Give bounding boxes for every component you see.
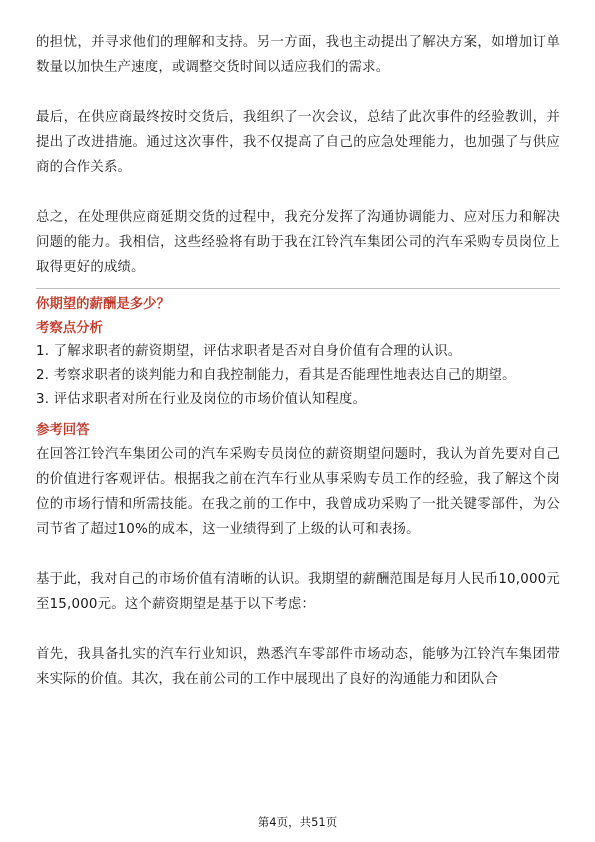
intro-paragraph-1: 的担忧，并寻求他们的理解和支持。另一方面，我也主动提出了解决方案，如增加订单数量以加快生产速度，或调整交货时间以适应我们的需求。 (36, 35, 560, 75)
paragraph-spacer (36, 180, 560, 205)
intro-paragraph-3: 总之，在处理供应商延期交货的过程中，我充分发挥了沟通协调能力、应对压力和解决问题的能力。我相信，这些经验将有助于我在江铃汽车集团公司的汽车采购专员岗位上取得更好的成绩。 (36, 210, 560, 275)
paragraph-spacer (36, 617, 560, 642)
analysis-item-2: 2. 考察求职者的谈判能力和自我控制能力，看其是否能理性地表达自己的期望。 (36, 368, 516, 383)
answer-paragraph-3: 首先，我具备扎实的汽车行业知识，熟悉汽车零部件市场动态，能够为江铃汽车集团带来实际的价值。其次，我在前公司的工作中展现出了良好的沟通能力和团队合 (36, 647, 560, 687)
answer-paragraph-1: 在回答江铃汽车集团公司的汽车采购专员岗位的薪资期望问题时，我认为首先要对自己的价值进行客观评估。根据我之前在汽车行业从事采购专员工作的经验，我了解这个岗位的市场行情和所需技能。在我之前的工作中，我曾成功采购了一批关键零部件，为公司节省了超过10%的成本，这一业绩得到了上级的认可和表扬。 (36, 447, 560, 537)
question-heading: 你期望的薪酬是多少？ (36, 297, 170, 312)
analysis-item-1: 1. 了解求职者的薪资期望，评估求职者是否对自身价值有合理的认识。 (36, 344, 462, 359)
answer-heading: 参考回答 (36, 423, 90, 438)
answer-paragraph-2: 基于此，我对自己的市场价值有清晰的认识。我期望的薪酬范围是每月人民币10,000元至15,000元。这个薪资期望是基于以下考虑： (36, 572, 560, 612)
paragraph-spacer (36, 542, 560, 567)
analysis-item-3: 3. 评估求职者对所在行业及岗位的市场价值认知程度。 (36, 392, 367, 407)
section-divider (36, 288, 560, 289)
analysis-heading: 考察点分析 (36, 321, 103, 336)
intro-paragraph-2: 最后，在供应商最终按时交货后，我组织了一次会议，总结了此次事件的经验教训，并提出了改进措施。通过这次事件，我不仅提高了自己的应急处理能力，也加强了与供应商的合作关系。 (36, 110, 560, 175)
document-page (36, 30, 560, 692)
paragraph-spacer (36, 80, 560, 105)
page-number-footer: 第4页，共51页 (257, 815, 338, 829)
